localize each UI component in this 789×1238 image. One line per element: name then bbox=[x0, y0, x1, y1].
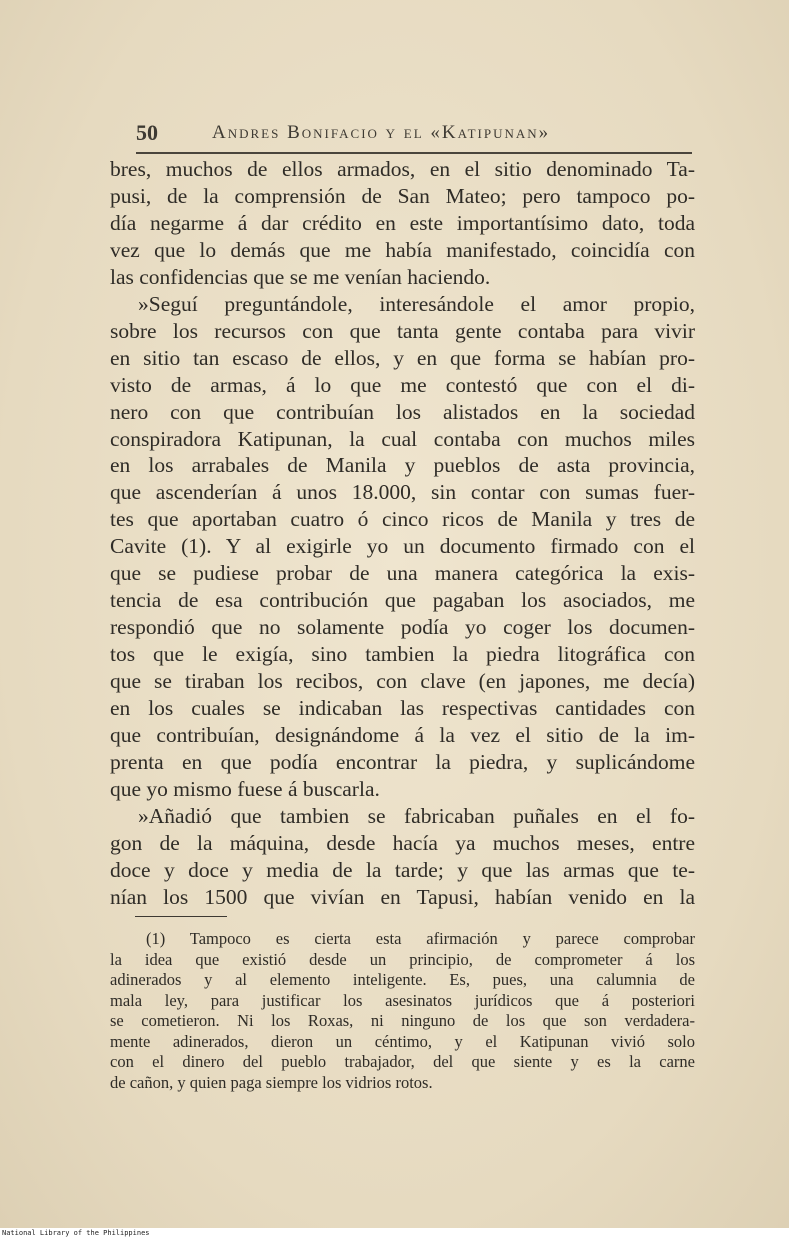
footnote-line: se cometieron. Ni los Roxas, ni ninguno de los que son verdadera- bbox=[110, 1011, 695, 1030]
body-text-line: que yo mismo fuese á buscarla. bbox=[110, 776, 380, 801]
body-text-line: las confidencias que se me venían haciendo. bbox=[110, 264, 491, 289]
footnote-line: mala ley, para justificar los asesinatos jurídicos que á posteriori bbox=[110, 990, 695, 1010]
body-text-line: en los arrabales de Manila y pueblos de asta provincia, bbox=[110, 453, 695, 478]
body-text-line: que ascenderían á unos 18.000, sin contar con sumas fuer- bbox=[110, 480, 695, 505]
body-text-line: conspiradora Katipunan, la cual contaba con muchos miles bbox=[110, 426, 695, 451]
footnote-rule bbox=[135, 916, 227, 917]
page-number: 50 bbox=[136, 120, 158, 145]
body-text-line: en sitio tan escaso de ellos, y en que forma se habían pro- bbox=[110, 345, 695, 370]
body-text-line: que se pudiese probar de una manera categórica la exis- bbox=[110, 561, 695, 586]
footnote-block bbox=[110, 929, 695, 1093]
body-text-line: tes que aportaban cuatro ó cinco ricos de Manila y tres de bbox=[110, 507, 695, 532]
header-rule bbox=[136, 152, 692, 154]
body-text-line: vez que lo demás que me había manifestado, coincidía con bbox=[110, 237, 695, 262]
body-text-line: tencia de esa contribución que pagaban los asociados, me bbox=[110, 588, 695, 613]
body-text-line: pusi, de la comprensión de San Mateo; pero tampoco po- bbox=[110, 183, 695, 208]
body-text-line: respondió que no solamente podía yo coger los documen- bbox=[110, 615, 695, 640]
body-text bbox=[110, 156, 695, 911]
footnote-line: con el dinero del pueblo trabajador, del que siente y es la carne bbox=[110, 1052, 695, 1071]
body-text-line: »Añadió que tambien se fabricaban puñales en el fo- bbox=[138, 803, 695, 828]
body-text-line: bres, muchos de ellos armados, en el sitio denominado Ta- bbox=[110, 157, 695, 181]
body-text-line: prenta en que podía encontrar la piedra, y suplicándome bbox=[110, 749, 695, 774]
footnote-line: de cañon, y quien paga siempre los vidrios rotos. bbox=[110, 1072, 433, 1092]
body-text-line: »Seguí preguntándole, interesándole el amor propio, bbox=[138, 291, 695, 316]
body-text-line: en los cuales se indicaban las respectivas cantidades con bbox=[110, 696, 695, 721]
body-text-line: gon de la máquina, desde hacía ya muchos meses, entre bbox=[110, 830, 695, 855]
body-text-line: nían los 1500 que vivían en Tapusi, habían venido en la bbox=[110, 884, 695, 909]
running-title: Andres Bonifacio y el «Katipunan» bbox=[212, 122, 551, 143]
footnote-line: mente adinerados, dieron un céntimo, y el Katipunan vivió solo bbox=[110, 1031, 695, 1051]
library-credit: National Library of the Philippines bbox=[2, 1229, 150, 1237]
body-text-line: tos que le exigía, sino tambien la piedra litográfica con bbox=[110, 642, 695, 667]
footnote-line: (1) Tampoco es cierta esta afirmación y parece comprobar bbox=[146, 929, 695, 948]
body-text-line: nero con que contribuían los alistados en la sociedad bbox=[110, 399, 695, 424]
body-text-line: Cavite (1). Y al exigirle yo un documento firmado con el bbox=[110, 534, 695, 559]
body-text-line: que se tiraban los recibos, con clave (en japones, me decía) bbox=[110, 669, 695, 694]
body-text-line: día negarme á dar crédito en este importantísimo dato, toda bbox=[110, 210, 695, 235]
footnote-line: la idea que existió desde un principio, de comprometer á los bbox=[110, 949, 695, 969]
body-text-line: que contribuían, designándome á la vez el sitio de la im- bbox=[110, 723, 695, 748]
body-text-line: doce y doce y media de la tarde; y que las armas que te- bbox=[110, 857, 695, 882]
body-text-line: visto de armas, á lo que me contestó que con el di- bbox=[110, 372, 695, 397]
page-header bbox=[132, 118, 692, 152]
body-text-line: sobre los recursos con que tanta gente contaba para vivir bbox=[110, 318, 695, 343]
footnote-line: adinerados y al elemento inteligente. Es, pues, una calumnia de bbox=[110, 970, 695, 989]
